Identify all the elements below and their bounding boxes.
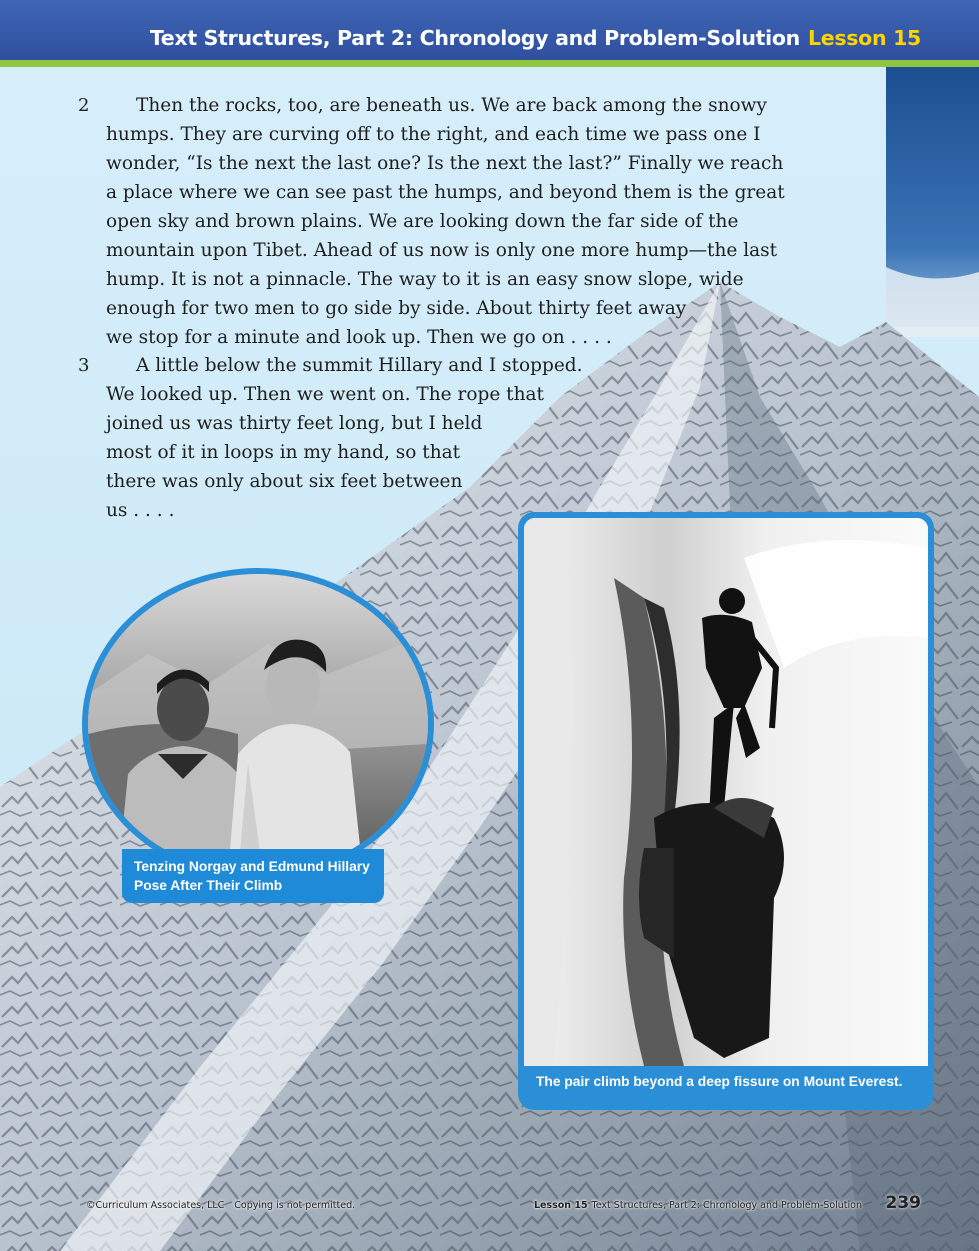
crevasse-caption: The pair climb beyond a deep fissure on Mount Everest. — [536, 1074, 903, 1089]
crevasse-illustration — [524, 518, 928, 1066]
paragraph-number: 2 — [78, 95, 90, 116]
text-line: a place where we can see past the humps, and beyond them is the great — [106, 182, 785, 203]
crevasse-photo — [524, 518, 928, 1066]
text-line: mountain upon Tibet. Ahead of us now is only one more hump—the last — [106, 240, 778, 261]
footer-lesson-label: Lesson 15 — [533, 1200, 588, 1211]
text-line: hump. It is not a pinnacle. The way to it is an easy snow slope, wide — [106, 269, 744, 290]
copyright-text: ©Curriculum Associates, LLC — [86, 1200, 225, 1211]
footer-lesson — [534, 1200, 862, 1211]
footer-copyright — [86, 1200, 355, 1211]
text-line: Then the rocks, too, are beneath us. We are back among the snowy — [136, 95, 767, 116]
portrait-caption-line: Pose After Their Climb — [134, 878, 283, 893]
text-line: enough for two men to go side by side. About thirty feet away — [106, 298, 687, 319]
header-title — [150, 26, 921, 50]
chapter-title: Text Structures, Part 2: Chronology and Problem-Solution — [149, 26, 800, 50]
paragraph-number: 3 — [78, 355, 90, 376]
page-header — [0, 0, 979, 60]
lesson-label: Lesson 15 — [807, 26, 921, 50]
text-line: humps. They are curving off to the right, and each time we pass one I — [106, 124, 761, 145]
copying-notice: Copying is not permitted. — [234, 1200, 356, 1211]
text-line: wonder, “Is the next the last one? Is the next the last?” Finally we reach — [106, 153, 784, 174]
page-number: 239 — [885, 1193, 921, 1213]
text-line: open sky and brown plains. We are looking down the far side of the — [106, 211, 739, 232]
portrait-caption — [122, 849, 384, 903]
text-line: us . . . . — [106, 500, 175, 521]
portrait-illustration — [88, 574, 428, 874]
text-line: we stop for a minute and look up. Then we go on . . . . — [106, 327, 612, 348]
text-line: joined us was thirty feet long, but I held — [106, 413, 483, 434]
portrait-photo — [82, 568, 434, 880]
footer-lesson-title: Text Structures, Part 2: Chronology and Problem-Solution — [591, 1200, 862, 1211]
paragraph-2 — [0, 91, 785, 352]
text-line: there was only about six feet between — [106, 471, 463, 492]
header-rule — [0, 60, 979, 67]
text-line: We looked up. Then we went on. The rope that — [106, 384, 544, 405]
text-line: most of it in loops in my hand, so that — [106, 442, 461, 463]
portrait-caption-line: Tenzing Norgay and Edmund Hillary — [134, 859, 370, 874]
text-line: A little below the summit Hillary and I stopped. — [136, 355, 583, 376]
paragraph-3 — [0, 351, 720, 525]
crevasse-photo-frame — [518, 512, 934, 1110]
